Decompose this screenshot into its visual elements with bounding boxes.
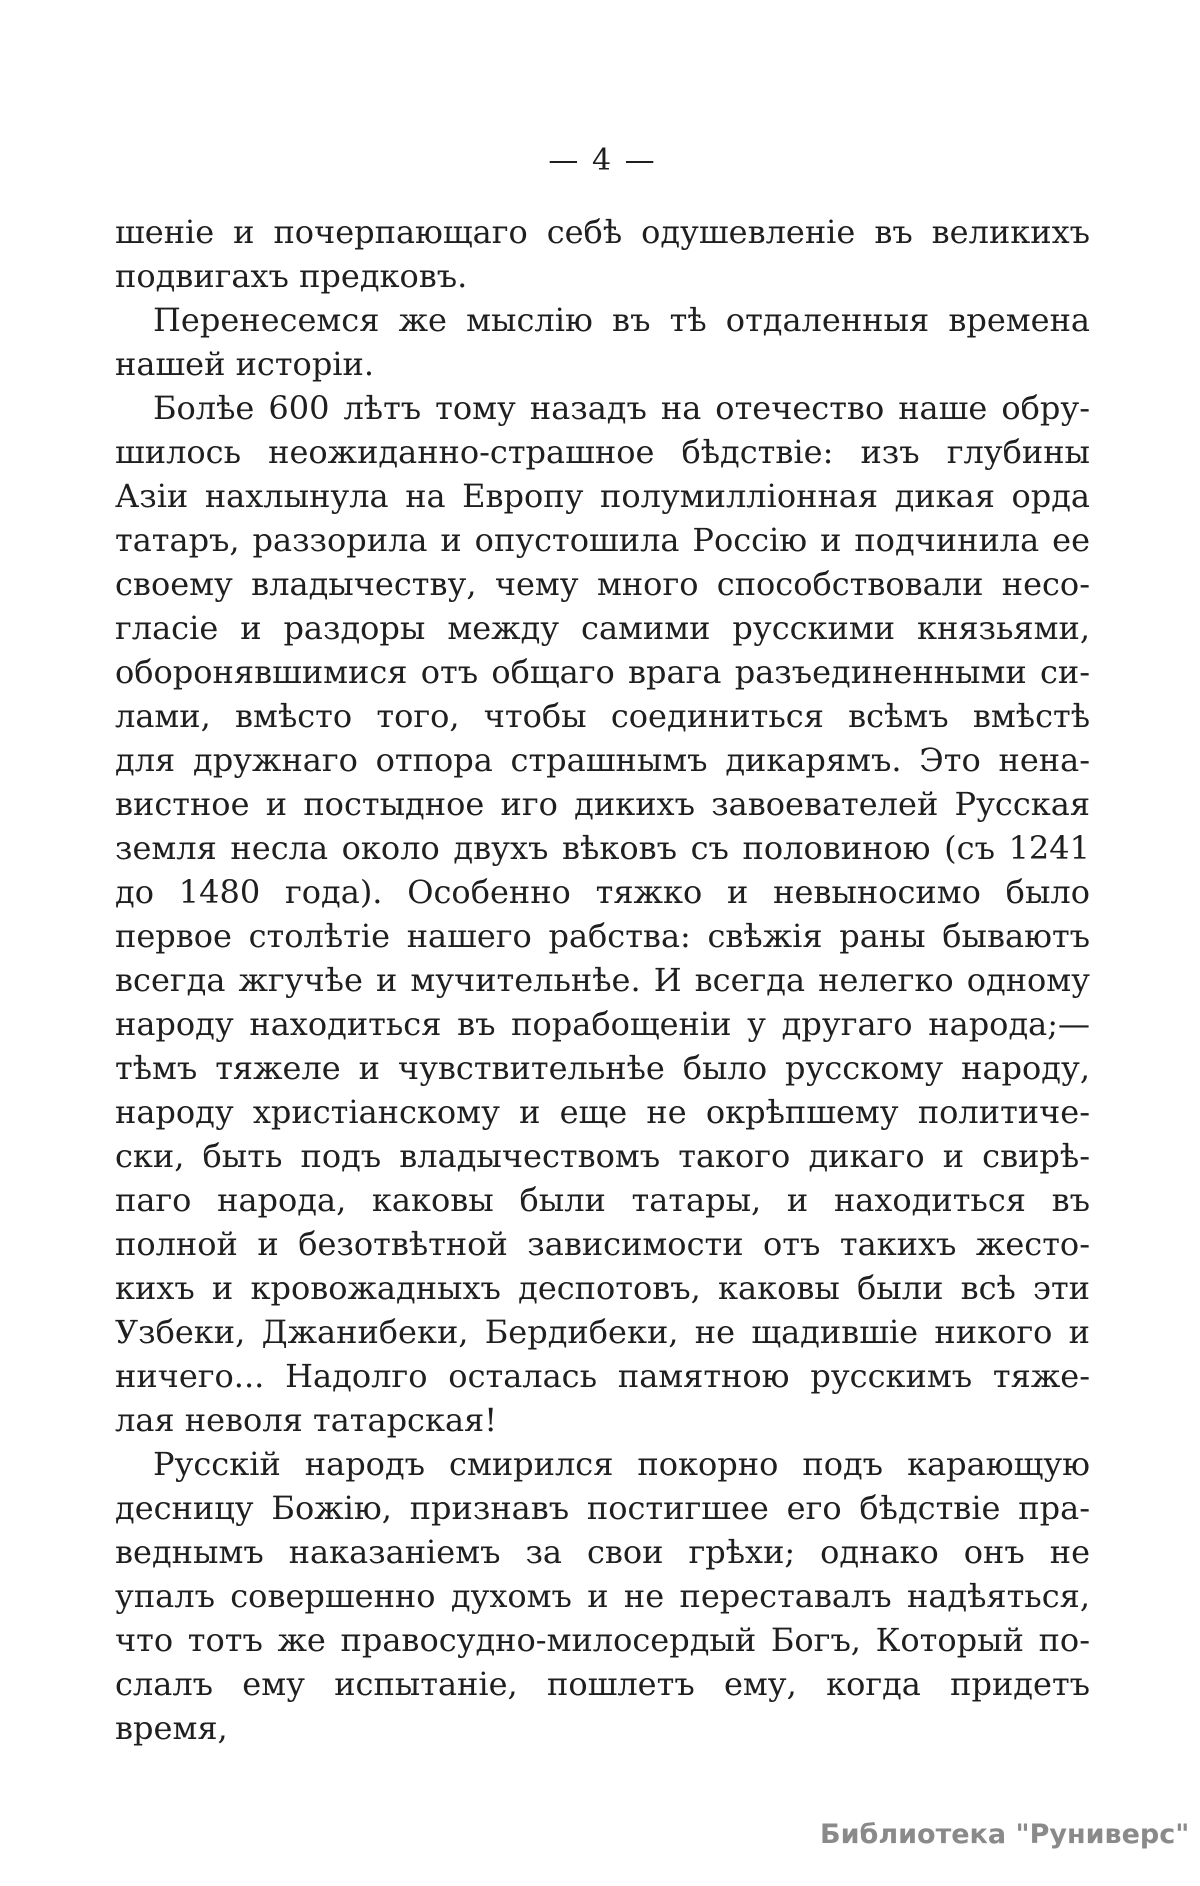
text-line: паго народа, каковы были татары, и находиться въ (115, 1181, 1090, 1219)
text-line: подвигахъ предковъ. (115, 257, 468, 295)
text-line: оборонявшимися отъ общаго врага разъединенными си- (115, 653, 1090, 691)
text-block (115, 210, 1090, 1747)
paragraph (115, 1442, 1090, 1747)
text-line: до 1480 года). Особенно тяжко и невыносимо было (115, 873, 1090, 911)
text-line: ничего... Надолго осталась памятною русскимъ тяже- (115, 1357, 1090, 1395)
text-line: кихъ и кровожадныхъ деспотовъ, каковы были всѣ эти (115, 1269, 1090, 1307)
text-line: земля несла около двухъ вѣковъ съ половиною (съ 1241 (115, 829, 1090, 867)
text-line: слалъ ему испытаніе, пошлетъ ему, когда придетъ время, (115, 1665, 1090, 1747)
text-line: гласіе и раздоры между самими русскими князьями, (115, 609, 1090, 647)
text-line: Перенесемся же мыслію въ тѣ отдаленныя времена (153, 301, 1090, 339)
text-line: что тотъ же правосудно-милосердый Богъ, Который по- (115, 1621, 1090, 1659)
text-line: народу находиться въ порабощеніи у другаго народа;— (115, 1005, 1090, 1043)
text-line: народу христіанскому и еще не окрѣпшему политиче- (115, 1093, 1090, 1131)
paragraph (115, 298, 1090, 386)
text-line: десницу Божію, признавъ постигшее его бѣдствіе пра- (115, 1489, 1090, 1527)
text-line: всегда жгучѣе и мучительнѣе. И всегда нелегко одному (115, 961, 1090, 999)
text-line: ски, быть подъ владычествомъ такого дикаго и свирѣ- (115, 1137, 1090, 1175)
text-line: веднымъ наказаніемъ за свои грѣхи; однако онъ не (115, 1533, 1090, 1571)
text-line: лая неволя татарская! (115, 1401, 498, 1439)
text-line: Русскій народъ смирился покорно подъ карающую (153, 1445, 1090, 1483)
page-number-header: — 4 — (548, 143, 657, 178)
text-line: лами, вмѣсто того, чтобы соединиться всѣмъ вмѣстѣ (115, 697, 1090, 735)
library-watermark: Библиотека "Руниверс" (820, 1819, 1190, 1850)
text-line: нашей исторіи. (115, 345, 375, 383)
text-line: Болѣе 600 лѣтъ тому назадъ на отечество наше обру- (153, 389, 1090, 427)
text-line: шилось неожиданно-страшное бѣдствіе: изъ глубины (115, 433, 1090, 471)
text-line: полной и безотвѣтной зависимости отъ такихъ жесто- (115, 1225, 1090, 1263)
paragraph (115, 386, 1090, 1442)
text-line: Узбеки, Джанибеки, Бердибеки, не щадившіе никого и (115, 1313, 1090, 1351)
text-line: Азіи нахлынула на Европу полумилліонная дикая орда (115, 477, 1090, 515)
text-line: тѣмъ тяжеле и чувствительнѣе было русскому народу, (115, 1049, 1090, 1087)
text-line: для дружнаго отпора страшнымъ дикарямъ. Это нена- (115, 741, 1090, 779)
text-line: упалъ совершенно духомъ и не переставалъ надѣяться, (115, 1577, 1090, 1615)
paragraph (115, 210, 1090, 298)
text-line: вистное и постыдное иго дикихъ завоевателей Русская (115, 785, 1090, 823)
text-line: шеніе и почерпающаго себѣ одушевленіе въ великихъ (115, 213, 1090, 251)
text-line: первое столѣтіе нашего рабства: свѣжія раны бываютъ (115, 917, 1090, 955)
text-line: татаръ, раззорила и опустошила Россію и подчинила ее (115, 521, 1090, 559)
text-line: своему владычеству, чему много способствовали несо- (115, 565, 1090, 603)
